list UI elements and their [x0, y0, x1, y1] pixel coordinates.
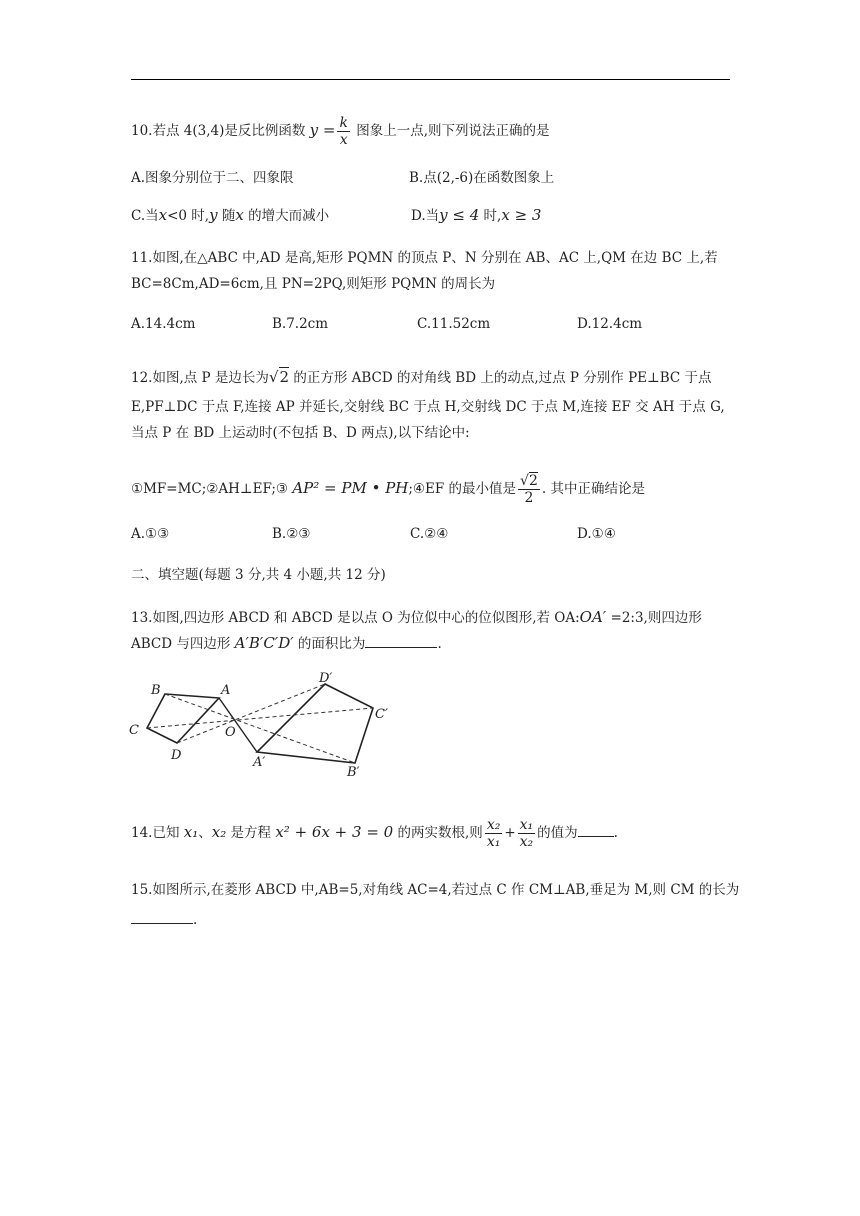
q10-optc-x2: x — [235, 206, 244, 224]
q12-option-c: C.②④ — [410, 526, 449, 542]
q10-optc-x: x — [158, 206, 168, 224]
q10-optd-cond2: x ≥ 3 — [501, 206, 542, 224]
q11-option-d: D.12.4cm — [577, 316, 643, 332]
header-rule — [131, 79, 730, 80]
q10-optd-pre: D.当 — [411, 208, 440, 224]
q13-label-o: O — [225, 725, 236, 740]
q14-fraction-2 — [518, 817, 536, 850]
q10-func-num: k — [339, 115, 348, 131]
q12-option-a: A.①③ — [131, 526, 170, 542]
q12-line1-pre: 12.如图,点 P 是边长为 — [131, 370, 269, 386]
q13-figure — [125, 668, 405, 780]
q14-x1: x₁ — [183, 823, 199, 841]
q15-line2 — [131, 910, 197, 930]
q14-plus: + — [504, 825, 516, 841]
q13-quad: A′B′C′D′ — [234, 634, 294, 652]
q11-option-b: B.7.2cm — [272, 316, 329, 332]
q13-line1 — [131, 607, 702, 628]
q15-line1: 15.如图所示,在菱形 ABCD 中,AB=5,对角线 AC=4,若过点 C 作 CM⊥AB,垂足为 M,则 CM 的长为 — [131, 882, 740, 898]
q10-optd-cond1: y ≤ 4 — [439, 206, 480, 224]
q12-line1 — [131, 367, 712, 388]
q14-end: . — [613, 825, 618, 841]
q10-func-fraction — [337, 115, 349, 148]
q13-line1-pre: 13.如图,四边形 ABCD 和 ABCD 是以点 O 为位似中心的位似图形,若 OA: — [131, 610, 580, 626]
q10-func-y: y = — [309, 121, 336, 139]
q12-line3: 当点 P 在 BD 上运动时(不包括 B、D 两点),以下结论中: — [131, 425, 470, 441]
q12-sqrt: √2 — [268, 368, 290, 386]
q10-option-b: B.点(2,-6)在函数图象上 — [409, 170, 555, 186]
q13-small-quad — [147, 694, 219, 743]
q13-ratio-var: OA′ — [579, 608, 607, 626]
q12-option-d: D.①④ — [577, 526, 616, 542]
q13-line1-post: =2:3,则四边形 — [606, 610, 702, 626]
q12-line4-pre: ①MF=MC;②AH⊥EF;③ — [131, 481, 293, 497]
q11-line1: 11.如图,在△ABC 中,AD 是高,矩形 PQMN 的顶点 P、N 分别在 AB、AC 上,QM 在边 BC 上,若 — [131, 250, 718, 266]
q15-answer-blank[interactable] — [131, 923, 193, 924]
q14-f2-den: x₂ — [519, 834, 534, 850]
q13-label-dp: D′ — [319, 671, 333, 686]
q10-optc-pre: C.当 — [131, 208, 159, 224]
q11-option-c: C.11.52cm — [417, 316, 491, 332]
q13-line2 — [131, 633, 442, 654]
q14-x2: x₂ — [211, 823, 227, 841]
q11-line2: BC=8Cm,AD=6cm,且 PN=2PQ,则矩形 PQMN 的周长为 — [131, 276, 496, 292]
q13-line2-end: . — [437, 636, 442, 652]
q14-eq: x² + 6x + 3 = 0 — [275, 823, 394, 841]
q12-line1-post: 的正方形 ABCD 的对角线 BD 上的动点,过点 P 分别作 PE⊥BC 于点 — [289, 370, 712, 386]
q12-option-b: B.②③ — [272, 526, 311, 542]
q13-label-a: A — [221, 683, 231, 698]
q12-line2: E,PF⊥DC 于点 F,连接 AP 并延长,交射线 BC 于点 H,交射线 DC 于点 M,连接 EF 交 AH 于点 G, — [131, 399, 725, 415]
q13-large-quad — [257, 684, 373, 763]
q13-label-d: D — [171, 748, 182, 763]
q10-stem-pre: 10.若点 4(3,4)是反比例函数 — [131, 123, 310, 139]
q13-label-bp: B′ — [347, 765, 360, 780]
q14-f2-num: x₁ — [519, 817, 534, 833]
q14-line — [131, 817, 618, 850]
q14-mid: 是方程 — [226, 825, 276, 841]
q10-optc-y: y — [209, 206, 218, 224]
q13-label-ap: A′ — [253, 755, 266, 770]
q13-line2-pre: ABCD 与四边形 — [131, 636, 235, 652]
q10-option-d — [411, 205, 541, 226]
q12-line4-eq: AP² = PM • PH — [292, 479, 409, 497]
section-heading: 二、填空题(每题 3 分,共 4 小题,共 12 分) — [131, 567, 386, 583]
q12-min-fraction — [518, 473, 540, 506]
q13-label-b: B — [151, 683, 161, 698]
q12-min-num-val: 2 — [528, 473, 538, 489]
q14-f1-den: x₁ — [486, 834, 501, 850]
q12-line4 — [131, 473, 645, 506]
q10-func-den: x — [339, 132, 348, 148]
q10-optc-post: 的增大而减小 — [243, 208, 330, 224]
q12-line4-mid: ;④EF 的最小值是 — [408, 481, 517, 497]
q14-f1-num: x₂ — [486, 817, 501, 833]
q10-optc-mid2: 随 — [217, 208, 236, 224]
q14-mid2: 的两实数根,则 — [393, 825, 483, 841]
q12-min-den: 2 — [524, 490, 534, 506]
q14-sep: 、 — [198, 825, 212, 841]
q10-option-a: A.图象分别位于二、四象限 — [131, 170, 294, 186]
q10-stem — [131, 115, 550, 148]
q14-fraction-1 — [485, 817, 503, 850]
q12-sqrt-val: 2 — [279, 368, 290, 386]
q14-post: 的值为 — [537, 825, 578, 841]
q12-min-num: √2 — [520, 473, 538, 489]
q13-line2-post: 的面积比为 — [293, 636, 366, 652]
q11-option-a: A.14.4cm — [131, 316, 196, 332]
q14-answer-blank[interactable] — [578, 836, 614, 837]
q10-optc-mid: <0 时, — [167, 208, 210, 224]
q10-option-c — [131, 205, 329, 226]
q10-stem-post: 图象上一点,则下列说法正确的是 — [351, 123, 550, 139]
q14-pre: 14.已知 — [131, 825, 184, 841]
q13-label-c: C — [129, 723, 139, 738]
q12-line4-post: . 其中正确结论是 — [541, 481, 645, 497]
q13-answer-blank[interactable] — [365, 647, 437, 648]
q13-label-cp: C′ — [375, 707, 388, 722]
q15-line2-end: . — [193, 912, 198, 928]
q10-optd-mid: 时, — [479, 208, 502, 224]
